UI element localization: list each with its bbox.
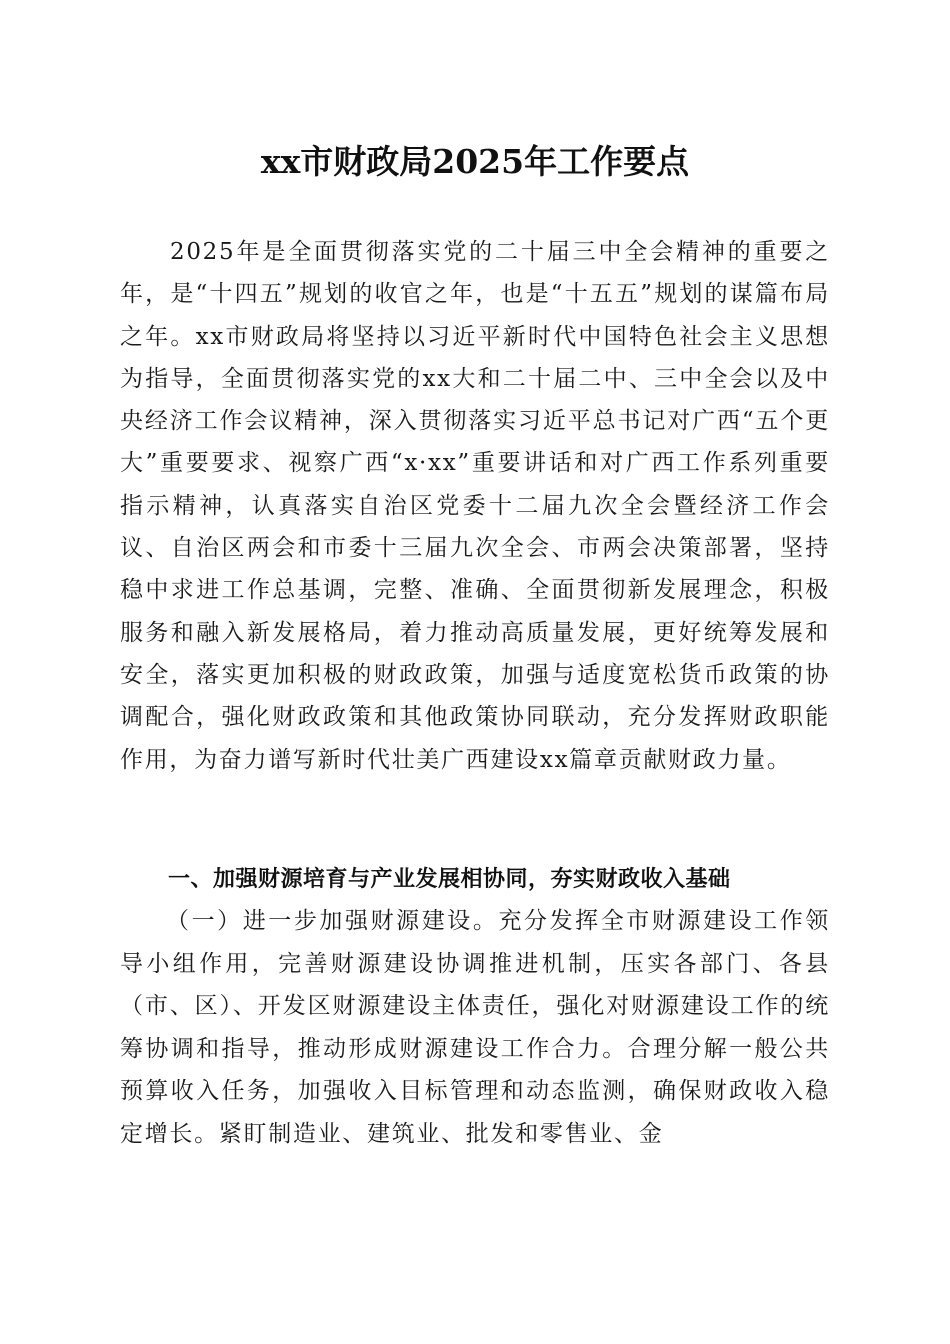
document-title: xx市财政局2025年工作要点 <box>260 142 690 181</box>
section-1-sub-1-paragraph <box>120 900 830 1155</box>
sub-1-text: 充分发挥全市财源建设工作领导小组作用，完善财源建设协调推进机制，压实各部门、各县（市、区）、开发区财源建设主体责任，强化对财源建设工作的统筹协调和指导，推动形成财源建设工作合力。合理分解一般公共预算收入任务，加强收入目标管理和动态监测，确保财政收入稳定增长。紧盯制造业、建筑业、批发和零售业、金 <box>120 908 830 1147</box>
intro-paragraph: 2025年是全面贯彻落实党的二十届三中全会精神的重要之年，是“十四五”规划的收官之年，也是“十五五”规划的谋篇布局之年。xx市财政局将坚持以习近平新时代中国特色社会主义思想为指导，全面贯彻落实党的xx大和二十届二中、三中全会以及中央经济工作会议精神，深入贯彻落实习近平总书记对广西“五个更大”重要要求、视察广西“x·xx”重要讲话和对广西工作系列重要指示精神，认真落实自治区党委十二届九次全会暨经济工作会议、自治区两会和市委十三届九次全会、市两会决策部署，坚持稳中求进工作总基调，完整、准确、全面贯彻新发展理念，积极服务和融入新发展格局，着力推动高质量发展，更好统筹发展和安全，落实更加积极的财政政策，加强与适度宽松货币政策的协调配合，强化财政政策和其他政策协同联动，充分发挥财政职能作用，为奋力谱写新时代壮美广西建设xx篇章贡献财政力量。 <box>120 239 830 773</box>
section-1-heading: 一、加强财源培育与产业发展相协同，夯实财政收入基础 <box>168 867 731 892</box>
sub-1-title: （一）进一步加强财源建设。 <box>166 908 499 934</box>
